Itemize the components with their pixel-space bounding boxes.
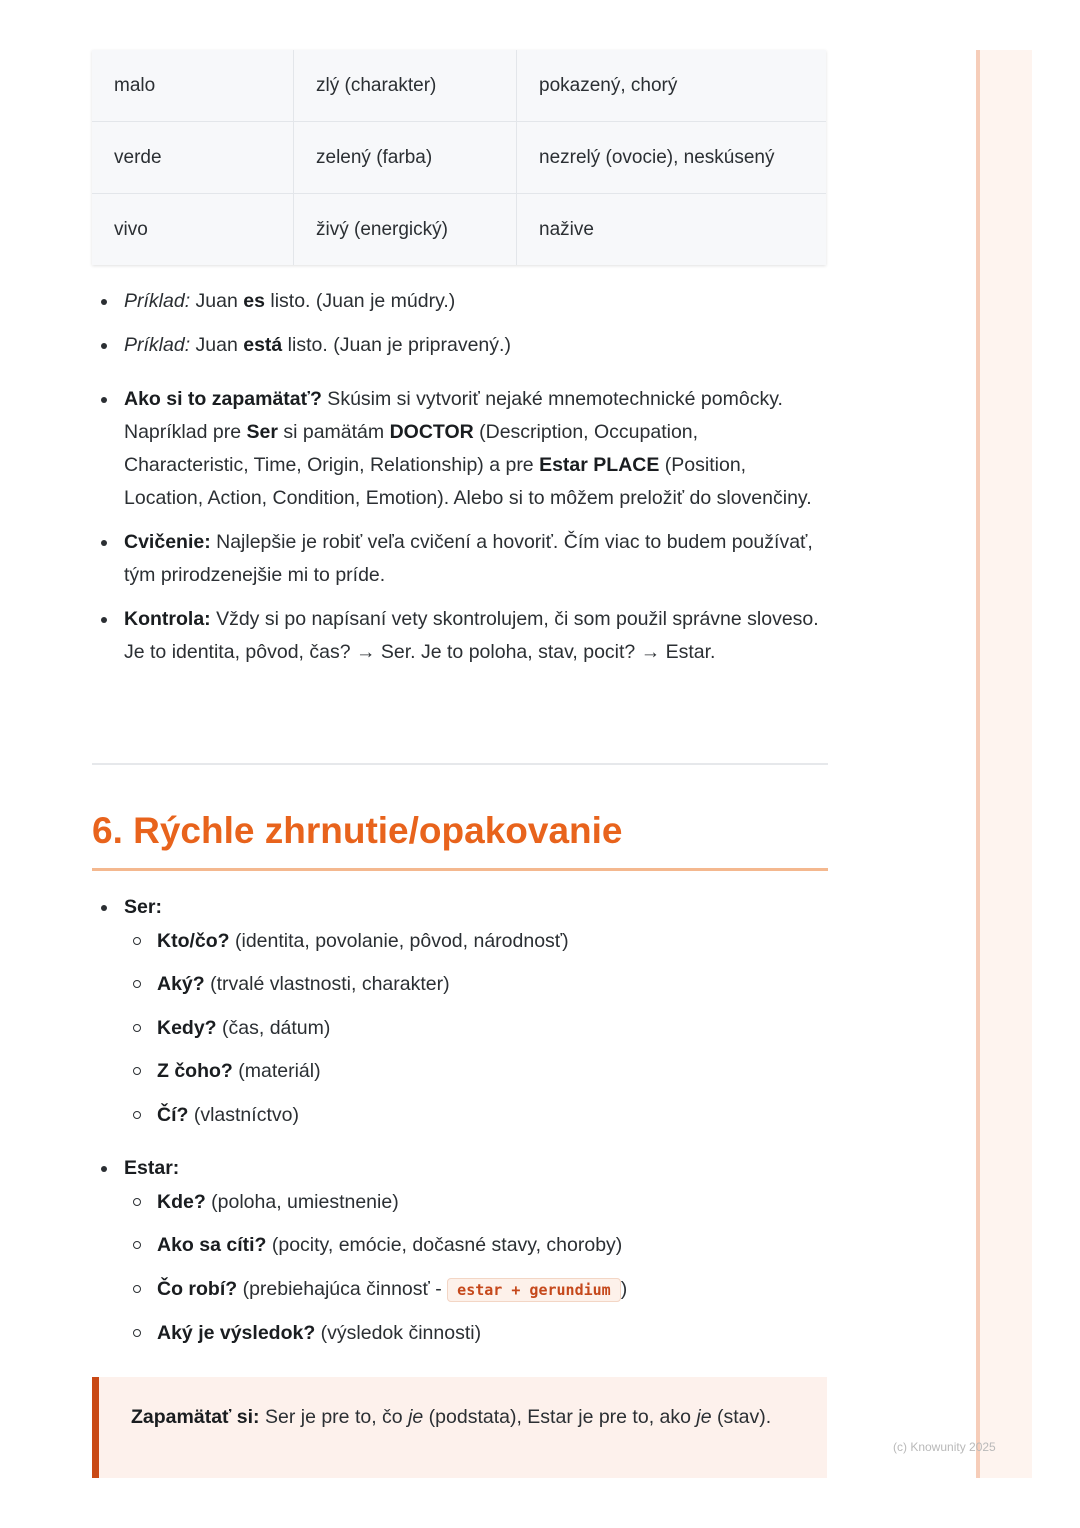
summary-estar [92, 1152, 828, 1350]
table-row [92, 122, 826, 194]
list-item: Čí? (vlastníctvo) [124, 1099, 828, 1132]
table-cell: živý (energický) [294, 194, 517, 266]
summary-estar-item: Estar: Kde? (poloha, umiestnenie) Ako sa cíti? (pocity, emócie, dočasné stavy, choroby) Čo robí? (prebiehajúca činnosť - estar + gerundium ) Aký je výsledok? (výsledok činnosti) [92, 1152, 828, 1350]
section-heading: 6. Rýchle zhrnutie/opakovanie [92, 810, 623, 851]
summary-ser [92, 891, 828, 1132]
side-panel [976, 50, 1032, 1478]
heading-underline [92, 868, 828, 871]
table-cell: vivo [92, 194, 294, 266]
adjective-table [92, 50, 826, 265]
table-cell: zlý (charakter) [294, 50, 517, 122]
remember-callout [92, 1377, 827, 1478]
tip-memorize: Ako si to zapamätať? Skúsim si vytvoriť nejaké mnemotechnické pomôcky. Napríklad pre Ser si pamätám DOCTOR (Description, Occupation, Characteristic, Time, Origin, Relationship) a pre Estar PLACE (Position, Location, Action, Condition, Emotion). Alebo si to môžem preložiť do slovenčiny. [92, 383, 828, 515]
tip-check: Kontrola: Vždy si po napísaní vety skontrolujem, či som použil správne sloveso. Je to identita, pôvod, čas? → Ser. Je to poloha, stav, pocit? → Estar. [92, 603, 828, 669]
table-cell: malo [92, 50, 294, 122]
list-item: Ako sa cíti? (pocity, emócie, dočasné stavy, choroby) [124, 1229, 828, 1262]
divider [92, 763, 828, 765]
tip-practice: Cvičenie: Najlepšie je robiť veľa cvičení a hovoriť. Čím viac to budem používať, tým prirodzenejšie mi to príde. [92, 526, 828, 592]
table-cell: zelený (farba) [294, 122, 517, 194]
list-item: Kedy? (čas, dátum) [124, 1012, 828, 1045]
copyright: (c) Knowunity 2025 [893, 1440, 996, 1454]
table-cell: pokazený, chorý [517, 50, 827, 122]
summary-ser-item: Ser: Kto/čo? (identita, povolanie, pôvod, národnosť) Aký? (trvalé vlastnosti, charakter) Kedy? (čas, dátum) Z čoho? (materiál) Čí? (vlastníctvo) [92, 891, 828, 1132]
list-item: Z čoho? (materiál) [124, 1055, 828, 1088]
table-cell: nezrelý (ovocie), neskúsený [517, 122, 827, 194]
examples-list [92, 285, 828, 362]
callout-text: Zapamätať si: Ser je pre to, čo je (podstata), Estar je pre to, ako je (stav). [131, 1406, 772, 1428]
example-item: Príklad: Juan está listo. (Juan je pripravený.) [92, 329, 828, 362]
side-panel-border [976, 50, 980, 1478]
code-snippet: estar + gerundium [447, 1278, 621, 1302]
table-row [92, 50, 826, 122]
callout-accent-bar [92, 1377, 99, 1478]
table-cell: verde [92, 122, 294, 194]
tips-list [92, 383, 828, 669]
table-cell: naživе [517, 194, 827, 266]
list-item: Čo robí? (prebiehajúca činnosť - estar + gerundium ) [124, 1273, 828, 1307]
list-item: Kde? (poloha, umiestnenie) [124, 1186, 828, 1219]
list-item: Aký je výsledok? (výsledok činnosti) [124, 1317, 828, 1350]
table-row [92, 194, 826, 266]
list-item: Kto/čo? (identita, povolanie, pôvod, národnosť) [124, 925, 828, 958]
example-item: Príklad: Juan es listo. (Juan je múdry.) [92, 285, 828, 318]
list-item: Aký? (trvalé vlastnosti, charakter) [124, 968, 828, 1001]
